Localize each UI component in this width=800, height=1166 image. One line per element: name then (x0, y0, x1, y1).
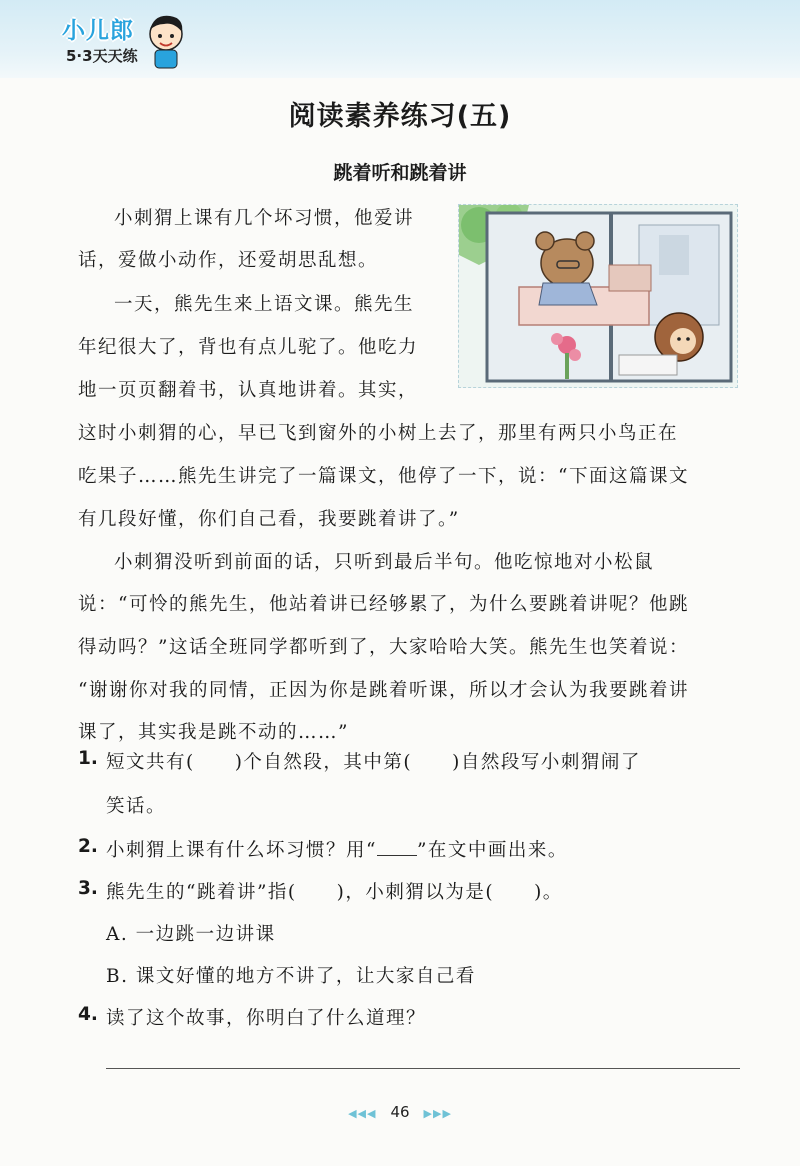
classroom-illustration (458, 204, 738, 388)
q2-number: 2. (78, 836, 98, 857)
q3-option-b: B. 课文好懂的地方不讲了，让大家自己看 (106, 966, 476, 987)
story-line: 说：“可怜的熊先生，他站着讲已经够累了，为什么要跳着讲呢？他跳 (78, 594, 689, 615)
page-number: 46 (390, 1103, 410, 1121)
q1-text-cont: 笑话。 (106, 796, 167, 817)
page-title: 阅读素养练习(五) (288, 101, 512, 132)
left-arrows-icon: ◀◀◀ (348, 1107, 377, 1120)
story-line: 小刺猬上课有几个坏习惯，他爱讲 (114, 208, 415, 229)
story-title: 跳着听和跳着讲 (333, 162, 467, 184)
logo-subtitle: 5·3天天练 (66, 47, 138, 65)
q3-option-a: A. 一边跳一边讲课 (106, 924, 276, 945)
story-line: 话，爱做小动作，还爱胡思乱想。 (78, 250, 379, 271)
underline-mark (377, 841, 417, 856)
q1-text: 短文共有( )个自然段，其中第( )自然段写小刺猬闹了 (106, 752, 641, 773)
q2-text-b: ”在文中画出来。 (416, 840, 568, 861)
right-arrows-icon: ▶▶▶ (423, 1107, 452, 1120)
story-line: 课了，其实我是跳不动的……” (78, 722, 349, 743)
q4-text: 读了这个故事，你明白了什么道理？ (106, 1008, 427, 1029)
story-line: 地一页页翻着书，认真地讲着。其实， (78, 380, 419, 401)
q3-text: 熊先生的“跳着讲”指( )，小刺猬以为是( )。 (106, 882, 563, 903)
brand-logo (62, 12, 192, 72)
mascot-boy-icon (144, 12, 188, 70)
story-line: 有几段好懂，你们自己看，我要跳着讲了。” (78, 509, 460, 530)
story-line: 吃果子……熊先生讲完了一篇课文，他停了一下，说：“下面这篇课文 (78, 466, 689, 487)
page-footer (0, 1103, 800, 1121)
answer-line[interactable] (106, 1068, 740, 1069)
q1-number: 1. (78, 748, 98, 769)
q2-text (106, 836, 568, 862)
story-line: 这时小刺猬的心，早已飞到窗外的小树上去了，那里有两只小鸟正在 (78, 423, 679, 444)
q3-number: 3. (78, 878, 98, 899)
story-line: 一天，熊先生来上语文课。熊先生 (114, 294, 415, 315)
story-line: 小刺猬没听到前面的话，只听到最后半句。他吃惊地对小松鼠 (114, 552, 655, 573)
q4-number: 4. (78, 1004, 98, 1025)
story-line: “谢谢你对我的同情，正因为你是跳着听课，所以才会认为我要跳着讲 (78, 680, 689, 701)
story-line: 得动吗？”这话全班同学都听到了，大家哈哈大笑。熊先生也笑着说： (78, 637, 689, 658)
logo-title: 小儿郎 (62, 18, 134, 44)
q2-text-a: 小刺猬上课有什么坏习惯？用“ (106, 840, 377, 861)
story-line: 年纪很大了，背也有点儿驼了。他吃力 (78, 337, 419, 358)
